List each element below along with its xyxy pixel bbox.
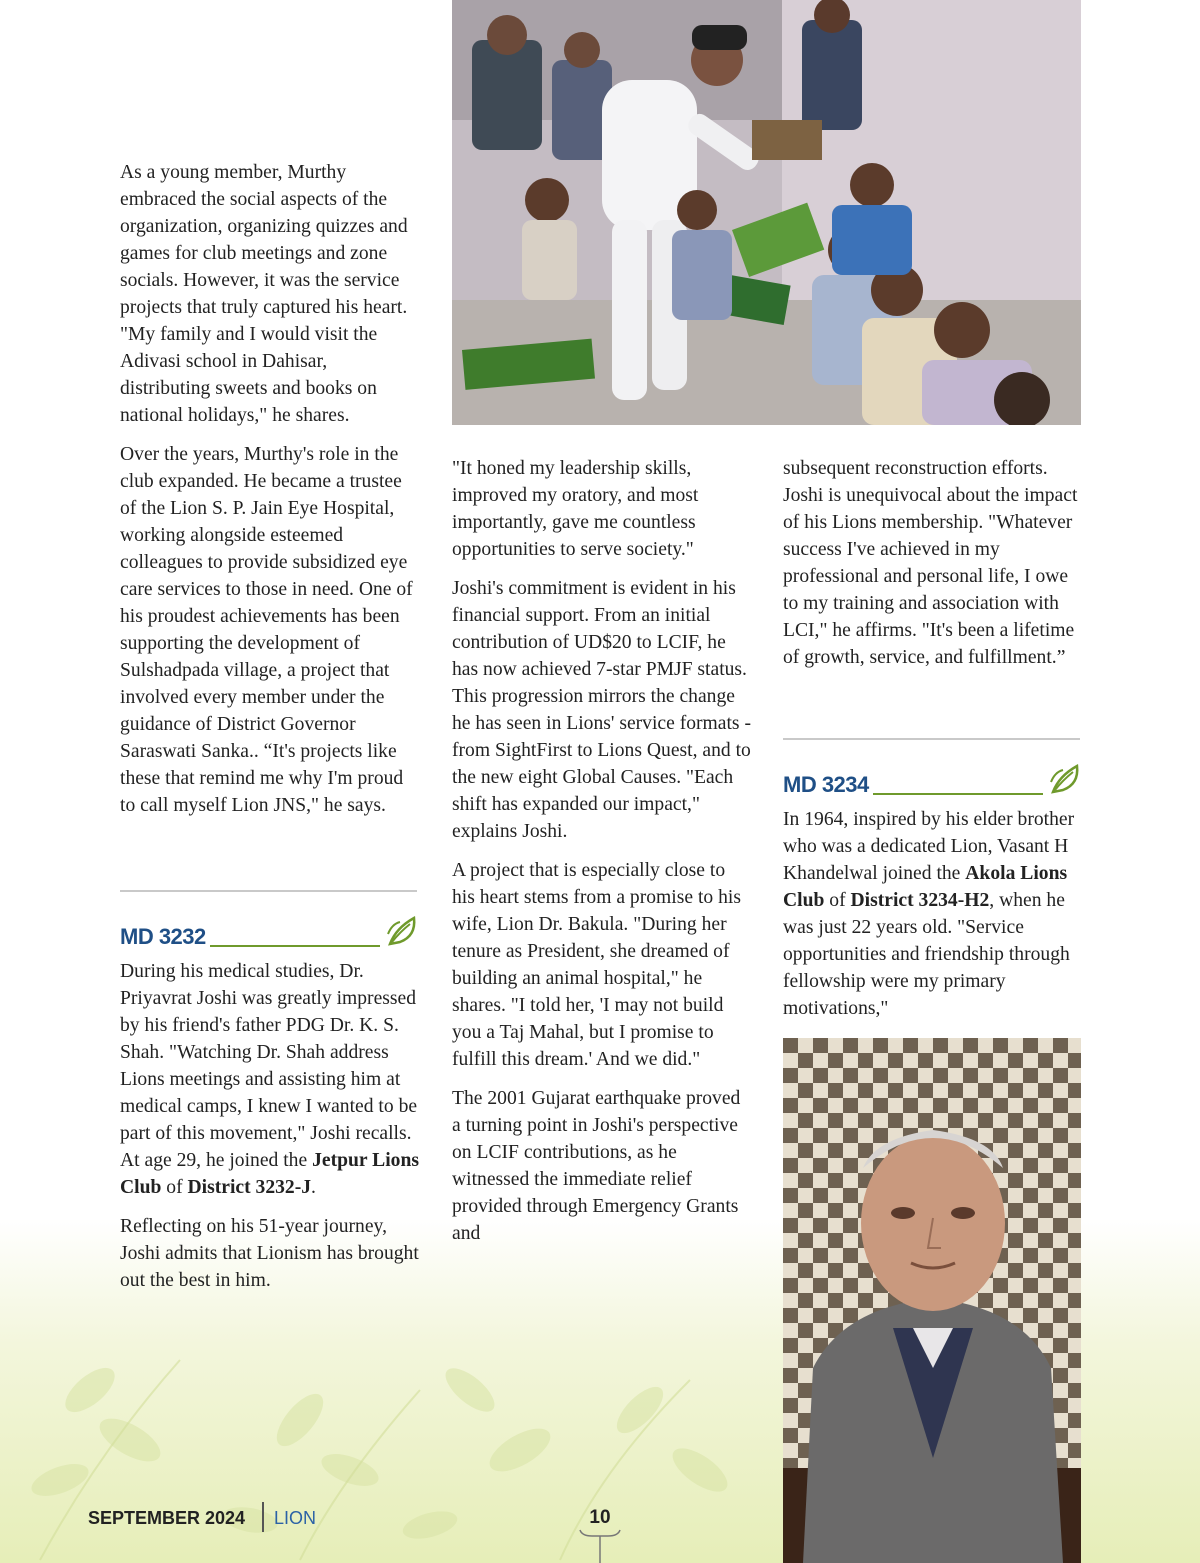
paragraph: subsequent reconstruction efforts. Joshi is unequivocal about the impact of his Lions membership. "Whatever success I've achieved in my professional and personal life, I owe to my training and association with LCI," he affirms. "It's been a lifetime of growth, service, and fulfillment.” <box>783 458 1078 668</box>
paragraph: A project that is especially close to his heart stems from a promise to his wife, Lion Dr. Bakula. "During her tenure as President, she dreamed of building an animal hospital," he shares. "I told her, 'I may not build you a Taj Mahal, but I promise to fulfill this dream.' And we did." <box>452 860 741 1070</box>
section-divider <box>783 738 1080 740</box>
md3234-text <box>783 806 1083 1034</box>
heading-line <box>210 945 380 947</box>
text-run: of <box>824 890 851 911</box>
heading-line <box>873 793 1043 795</box>
page-number-marker <box>578 1528 622 1563</box>
paragraph: Reflecting on his 51-year journey, Joshi admits that Lionism has brought out the best in him. <box>120 1216 419 1291</box>
section-heading-md3234 <box>783 762 1083 796</box>
portrait-photo <box>783 1038 1081 1563</box>
section-heading-md3232 <box>120 914 420 948</box>
issue-date: SEPTEMBER 2024 <box>88 1508 246 1528</box>
md-label: MD 3232 <box>120 924 206 949</box>
paragraph: The 2001 Gujarat earthquake proved a turning point in Joshi's perspective on LCIF contributions, as he witnessed the immediate relief provided through Emergency Grants and <box>452 1088 741 1244</box>
text-run: , when he was just 22 years old. "Service opportunities and friendship through fellowship were my primary motivations," <box>783 890 1070 1019</box>
paragraph: As a young member, Murthy embraced the social aspects of the organization, organizing quizzes and games for club meetings and zone socials. However, it was the service projects that truly captured his heart. "My family and I would visit the Adivasi school in Dahisar, distributing sweets and books on national holidays," he shares. <box>120 162 408 426</box>
text-run: of <box>161 1177 188 1198</box>
paragraph: Over the years, Murthy's role in the club expanded. He became a trustee of the Lion S. P. Jain Eye Hospital, working alongside esteemed colleagues to provide subsidized eye care services to those in need. One of his proudest achievements has been supporting the development of Sulshadpada village, a project that involved every member under the guidance of District Governor Saraswati Sanka.. “It's projects like these that remind me why I'm proud to call myself Lion JNS," he says. <box>120 444 413 816</box>
section-divider <box>120 890 417 892</box>
text-run: . <box>311 1177 316 1198</box>
page-number: 10 <box>589 1507 611 1528</box>
district-name: District 3232-J <box>187 1177 312 1198</box>
district-name: District 3234-H2 <box>850 890 990 911</box>
md-label: MD 3234 <box>783 772 869 797</box>
leaf-icon <box>1049 762 1083 796</box>
md3232-text <box>120 958 420 1306</box>
article-column-1 <box>120 159 420 831</box>
paragraph: Joshi's commitment is evident in his financial support. From an initial contribution of UD$20 to LCIF, he has now achieved 7-star PMJF status. This progression mirrors the change he has seen in Lions' service formats - from SightFirst to Lions Quest, and to the new eight Global Causes. "Each shift has expanded our impact," explains Joshi. <box>452 578 751 842</box>
article-column-3 <box>783 455 1083 683</box>
article-column-2 <box>452 455 752 1259</box>
leaf-icon <box>386 914 420 948</box>
paragraph <box>783 806 1083 1022</box>
club-name: Jetpur Lions Club <box>120 1150 419 1198</box>
text-run: During his medical studies, Dr. Priyavrat Joshi was greatly impressed by his friend's father PDG Dr. K. S. Shah. "Watching Dr. Shah address Lions meetings and assisting him at medical camps, I knew I wanted to be part of this movement," Joshi recalls. At age 29, he joined the <box>120 961 418 1171</box>
text-run: In 1964, inspired by his elder brother who was a dedicated Lion, Vasant H Khandelwal joined the <box>783 809 1075 884</box>
photo-volunteer-distributing-books <box>452 0 1081 425</box>
paragraph: "It honed my leadership skills, improved my oratory, and most importantly, gave me countless opportunities to serve society." <box>452 458 699 560</box>
magazine-name: LION <box>274 1508 317 1528</box>
club-name: Akola Lions Club <box>783 863 1068 911</box>
paragraph <box>120 958 420 1201</box>
footer-separator <box>262 1502 264 1532</box>
